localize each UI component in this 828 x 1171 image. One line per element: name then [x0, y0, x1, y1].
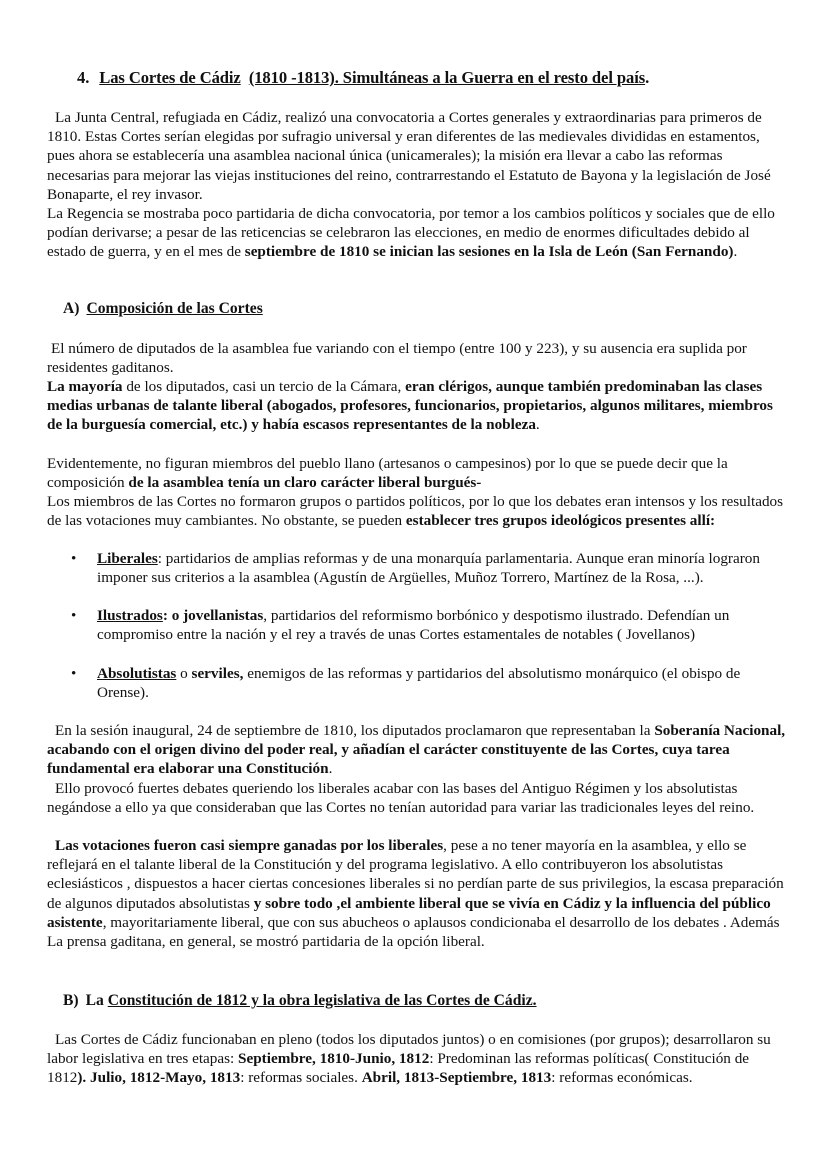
group-item-absolutistas [71, 664, 787, 702]
session-p1-bold: Soberanía Nacional, acabando con el origen divino del poder real, y añadían el carácter constituyente de las Cortes, cuya tarea fundamental era elaborar una Constitución [47, 722, 786, 778]
group-item-ilustrados [71, 606, 787, 644]
composition-p4-text: Los miembros de las Cortes no formaron grupos o partidos políticos, por lo que los debates eran intensos y los resultados de las votaciones muy cambiantes. No obstante, se pueden [47, 493, 784, 530]
session-p1-end: . [328, 760, 333, 778]
group-item-liberales [71, 549, 787, 587]
legislative-text-e: : reformas sociales. [240, 1069, 362, 1087]
group-name-tail: serviles, [191, 665, 244, 682]
session-p1-text: En la sesión inaugural, 24 de septiembre de 1810, los diputados proclamaron que representaban la [55, 722, 655, 739]
legislative-text-a: Las Cortes de Cádiz funcionaban en pleno (todos los diputados juntos) o en comisiones (por grupos); desarrollaron su labor legislativa en tres etapas: [47, 1031, 771, 1068]
section-b-label: B) [63, 992, 79, 1009]
session-p3-text-b: , pese a no tener mayoría en la asamblea, y ello se reflejará en el talante liberal de la Constitución y del programa legislativo. A ello contribuyeron los absolutistas eclesiásticos , dispuestos a hacer ciertas concesiones liberales si no perdían parte de sus privilegios, la escasa preparación de algunos diputados absolutistas [47, 837, 784, 912]
composition-p2-bold-a: La mayoría [47, 378, 123, 395]
section-b-title: Constitución de 1812 y la obra legislativa de las Cortes de Cádiz. [107, 992, 537, 1009]
session-p3-text-d: , mayoritariamente liberal, que con sus abucheos o aplausos condicionaba el desarrollo de los debates . Además La prensa gaditana, en general, se mostró partidaria de la opción liberal. [47, 913, 780, 951]
intro-p2-end: . [733, 243, 738, 261]
session-paragraph-1 [47, 721, 787, 779]
composition-p2-text: de los diputados, casi un tercio de la Cámara, [122, 378, 406, 395]
bullet-icon: • [71, 550, 77, 567]
title-end: . [645, 68, 650, 87]
group-name-tail: : o jovellanistas [162, 607, 264, 624]
composition-paragraph-4 [47, 492, 787, 530]
intro-paragraph-2 [47, 204, 787, 262]
session-p3-bold-a: Las votaciones fueron casi siempre ganadas por los liberales [55, 837, 444, 854]
section-a-label: A) [63, 300, 80, 317]
legislative-stage-2: ). Julio, 1812-Mayo, 1813 [77, 1069, 241, 1087]
composition-paragraph-2 [47, 377, 787, 435]
legislative-text-g: : reformas económicas. [551, 1069, 693, 1087]
legislative-text-c: : Predominan las reformas políticas( Constitución de 1812 [47, 1050, 750, 1087]
legislative-stage-1: Septiembre, 1810-Junio, 1812 [238, 1050, 430, 1068]
group-description: : partidarios de amplias reformas y de una monarquía parlamentaria. Aunque eran minoría lograron imponer sus criterios a la asamblea (Agustín de Argüelles, Muñoz Torrero, Martínez de la Rosa, ...). [97, 550, 760, 587]
title-text-a: Las Cortes de Cádiz [99, 68, 241, 87]
composition-p3-text: Evidentemente, no figuran miembros del pueblo llano (artesanos o campesinos) por lo que se puede decir que la composición [47, 455, 728, 492]
title-number: 4. [77, 68, 90, 87]
group-name: Ilustrados [97, 607, 163, 624]
composition-paragraph-1 [47, 339, 787, 377]
intro-p2-text: La Regencia se mostraba poco partidaria de dicha convocatoria, por temor a los cambios políticos y sociales que de ello podían derivarse; a pesar de las reticencias se celebraron las elecciones, en medio de enormes dificultades debido al estado de guerra, y en el mes de [47, 205, 775, 261]
composition-p4-bold: establecer tres grupos ideológicos presentes allí: [405, 512, 716, 530]
legislative-stage-3: Abril, 1813-Septiembre, 1813 [361, 1069, 552, 1087]
section-b-heading [63, 991, 537, 1010]
session-p2-text: Ello provocó fuertes debates queriendo los liberales acabar con las bases del Antiguo Régimen y los absolutistas negándose a ello ya que consideraban que las Cortes no tenían autoridad para variar las tradicionales leyes del reino. [47, 780, 755, 817]
page-title [77, 68, 649, 87]
composition-paragraph-3 [47, 454, 787, 492]
title-text-b: (1810 -1813). Simultáneas a la Guerra en el resto del país [248, 68, 646, 87]
session-p3-bold-c: y sobre todo ,el ambiente liberal que se vivía en Cádiz y la influencia del público asistente [47, 894, 771, 931]
section-a-heading [63, 299, 263, 318]
composition-p2-bold-c: eran clérigos, aunque también predominaban las clases medias urbanas de talante liberal (abogados, profesores, funcionarios, propietarios, algunos militares, miembros de la burguesía comercial, etc.) y había escasos representantes de la nobleza [47, 378, 773, 434]
group-name: Liberales [97, 550, 158, 567]
session-paragraph-2 [47, 779, 787, 817]
composition-p2-end: . [535, 416, 540, 434]
section-b-prefix: La [85, 992, 108, 1009]
group-name-mid: o [176, 665, 192, 682]
section-a-title: Composición de las Cortes [86, 300, 263, 317]
session-paragraph-3 [47, 836, 787, 951]
group-description: enemigos de las reformas y partidarios del absolutismo monárquico (el obispo de Orense). [97, 665, 741, 702]
legislative-paragraph [47, 1030, 787, 1088]
composition-p3-bold: de la asamblea tenía un claro carácter liberal burgués- [128, 474, 482, 492]
composition-p1-text: El número de diputados de la asamblea fue variando con el tiempo (entre 100 y 223), y su ausencia era suplida por residentes gaditanos. [47, 340, 747, 377]
bullet-icon: • [71, 665, 77, 682]
intro-p1-text: La Junta Central, refugiada en Cádiz, realizó una convocatoria a Cortes generales y extraordinarias para primeros de 1810. Estas Cortes serían elegidas por sufragio universal y eran diferentes de las medievales divididas en estamentos, pues ahora se establecería una asamblea nacional única (unicamerales); la misión era llevar a cabo las reformas necesarias para mejorar las viejas instituciones del reino, contrarrestando el Estatuto de Bayona y la legislación de José Bonaparte, el rey invasor. [47, 109, 771, 203]
intro-paragraph-1 [47, 108, 787, 204]
group-name: Absolutistas [97, 665, 177, 682]
intro-p2-bold: septiembre de 1810 se inician las sesiones en la Isla de León (San Fernando) [244, 243, 734, 261]
bullet-icon: • [71, 607, 77, 624]
group-description: , partidarios del reformismo borbónico y despotismo ilustrado. Defendían un compromiso entre la nación y el rey a través de unas Cortes estamentales de notables ( Jovellanos) [97, 607, 730, 644]
